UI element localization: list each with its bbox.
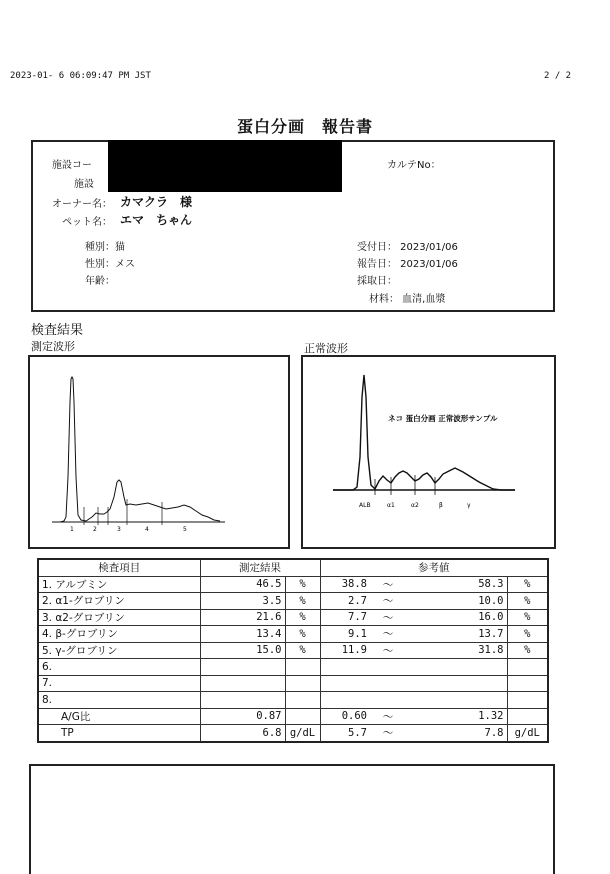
species-field: 種別：猫 (85, 242, 125, 253)
analyte-name: 8. (38, 692, 200, 709)
analyte-name: 4. β-グロブリン (38, 626, 200, 643)
reference-low (320, 692, 370, 709)
reference-unit (507, 659, 548, 676)
analyte-unit: % (285, 642, 320, 659)
analyte-value (200, 675, 285, 692)
reference-high: 31.8 (406, 642, 507, 659)
reference-separator: ～ (370, 576, 406, 593)
ag-ratio-label: A/G比 (38, 708, 200, 725)
reported-date: 報告日： 2023/01/06 (357, 259, 458, 270)
tp-value: 6.8 (200, 725, 285, 742)
reference-low: 38.8 (320, 576, 370, 593)
normal-sample-title: ネコ 蛋白分画 正常波形サンプル (388, 414, 498, 423)
measured-waveform-graph (30, 357, 288, 547)
fax-timestamp: 2023-01- 6 06:09:47 PM JST (10, 71, 151, 81)
karte-number-label: カルテNo： (387, 160, 441, 171)
table-row-ag-ratio (38, 708, 548, 725)
results-table (37, 558, 549, 743)
analyte-value: 3.5 (200, 593, 285, 610)
reference-separator (370, 692, 406, 709)
analyte-name: 1. アルブミン (38, 576, 200, 593)
measured-tick-5: 5 (183, 526, 187, 533)
reference-high: 58.3 (406, 576, 507, 593)
ag-ratio-ref-low: 0.60 (320, 708, 370, 725)
reference-low (320, 675, 370, 692)
reference-high (406, 659, 507, 676)
reference-separator: ～ (370, 593, 406, 610)
analyte-value (200, 692, 285, 709)
sex-field: 性別：メス (85, 259, 135, 270)
reference-separator: ～ (370, 626, 406, 643)
table-row (38, 593, 548, 610)
age-field: 年齢： (85, 276, 115, 287)
analyte-name: 7. (38, 675, 200, 692)
measured-tick-2: 2 (93, 526, 97, 533)
analyte-value: 15.0 (200, 642, 285, 659)
table-row (38, 609, 548, 626)
reference-high: 13.7 (406, 626, 507, 643)
material-field: 材料： 血清,血漿 (369, 294, 446, 305)
redaction-block (108, 140, 342, 192)
table-row-tp (38, 725, 548, 742)
table-row (38, 642, 548, 659)
comment-box (29, 764, 555, 874)
reference-unit: % (507, 626, 548, 643)
pet-name: エマ ちゃん (120, 213, 193, 227)
reference-separator (370, 675, 406, 692)
owner-label: オーナー名： (52, 199, 112, 210)
measured-tick-4: 4 (145, 526, 149, 533)
analyte-value: 21.6 (200, 609, 285, 626)
measured-tick-3: 3 (117, 526, 121, 533)
results-heading: 検査結果 (31, 323, 84, 338)
reference-separator: ～ (370, 609, 406, 626)
ag-ratio-ref-sep: ～ (370, 708, 406, 725)
table-row (38, 659, 548, 676)
analyte-name: 5. γ-グロブリン (38, 642, 200, 659)
tp-label: TP (38, 725, 200, 742)
normal-tick-gamma: γ (467, 502, 471, 509)
facility-code-label: 施設コー (52, 160, 92, 171)
normal-waveform-curve (333, 375, 515, 490)
ag-ratio-ref-unit (507, 708, 548, 725)
analyte-value (200, 659, 285, 676)
analyte-unit (285, 692, 320, 709)
received-date: 受付日： 2023/01/06 (357, 242, 458, 253)
collected-date: 採取日： (357, 276, 397, 287)
ag-ratio-value: 0.87 (200, 708, 285, 725)
normal-waveform-label: 正常波形 (304, 342, 348, 355)
reference-low: 11.9 (320, 642, 370, 659)
normal-tick-beta: β (439, 502, 443, 509)
normal-tick-a1: α1 (387, 502, 395, 509)
tp-ref-unit: g/dL (507, 725, 548, 742)
tp-ref-low: 5.7 (320, 725, 370, 742)
reference-unit (507, 675, 548, 692)
measured-tick-1: 1 (70, 526, 74, 533)
report-title: 蛋白分画 報告書 (236, 117, 373, 136)
tp-unit: g/dL (285, 725, 320, 742)
reference-low: 2.7 (320, 593, 370, 610)
measured-waveform-box (28, 355, 290, 549)
ag-ratio-unit (285, 708, 320, 725)
pet-label: ペット名： (62, 217, 112, 228)
analyte-unit: % (285, 609, 320, 626)
reference-unit: % (507, 593, 548, 610)
reference-high (406, 692, 507, 709)
owner-name: カマクラ 様 (120, 195, 193, 209)
analyte-unit (285, 659, 320, 676)
analyte-unit: % (285, 626, 320, 643)
reference-separator: ～ (370, 642, 406, 659)
normal-waveform-box (301, 355, 556, 549)
reference-unit (507, 692, 548, 709)
analyte-unit (285, 675, 320, 692)
reference-high: 10.0 (406, 593, 507, 610)
normal-waveform-graph (303, 357, 554, 547)
reference-unit: % (507, 576, 548, 593)
analyte-name: 3. α2-グロブリン (38, 609, 200, 626)
tp-ref-high: 7.8 (406, 725, 507, 742)
measured-waveform-label: 測定波形 (31, 340, 75, 353)
analyte-name: 2. α1-グロブリン (38, 593, 200, 610)
tp-ref-sep: ～ (370, 725, 406, 742)
table-header-row (38, 559, 548, 576)
reference-high: 16.0 (406, 609, 507, 626)
table-row (38, 576, 548, 593)
analyte-unit: % (285, 593, 320, 610)
normal-tick-alb: ALB (359, 502, 371, 509)
table-row (38, 626, 548, 643)
fax-page-number: 2 / 2 (544, 71, 572, 81)
table-row (38, 692, 548, 709)
reference-high (406, 675, 507, 692)
reference-separator (370, 659, 406, 676)
header-reference: 参考値 (320, 559, 548, 576)
normal-tick-a2: α2 (411, 502, 419, 509)
analyte-unit: % (285, 576, 320, 593)
analyte-name: 6. (38, 659, 200, 676)
table-row (38, 675, 548, 692)
reference-unit: % (507, 609, 548, 626)
analyte-value: 13.4 (200, 626, 285, 643)
facility-name-label: 施設 (74, 179, 94, 190)
reference-unit: % (507, 642, 548, 659)
reference-low: 9.1 (320, 626, 370, 643)
ag-ratio-ref-high: 1.32 (406, 708, 507, 725)
header-item: 検査項目 (38, 559, 200, 576)
header-result: 測定結果 (200, 559, 320, 576)
reference-low (320, 659, 370, 676)
measured-waveform-curve (52, 377, 220, 522)
analyte-value: 46.5 (200, 576, 285, 593)
reference-low: 7.7 (320, 609, 370, 626)
